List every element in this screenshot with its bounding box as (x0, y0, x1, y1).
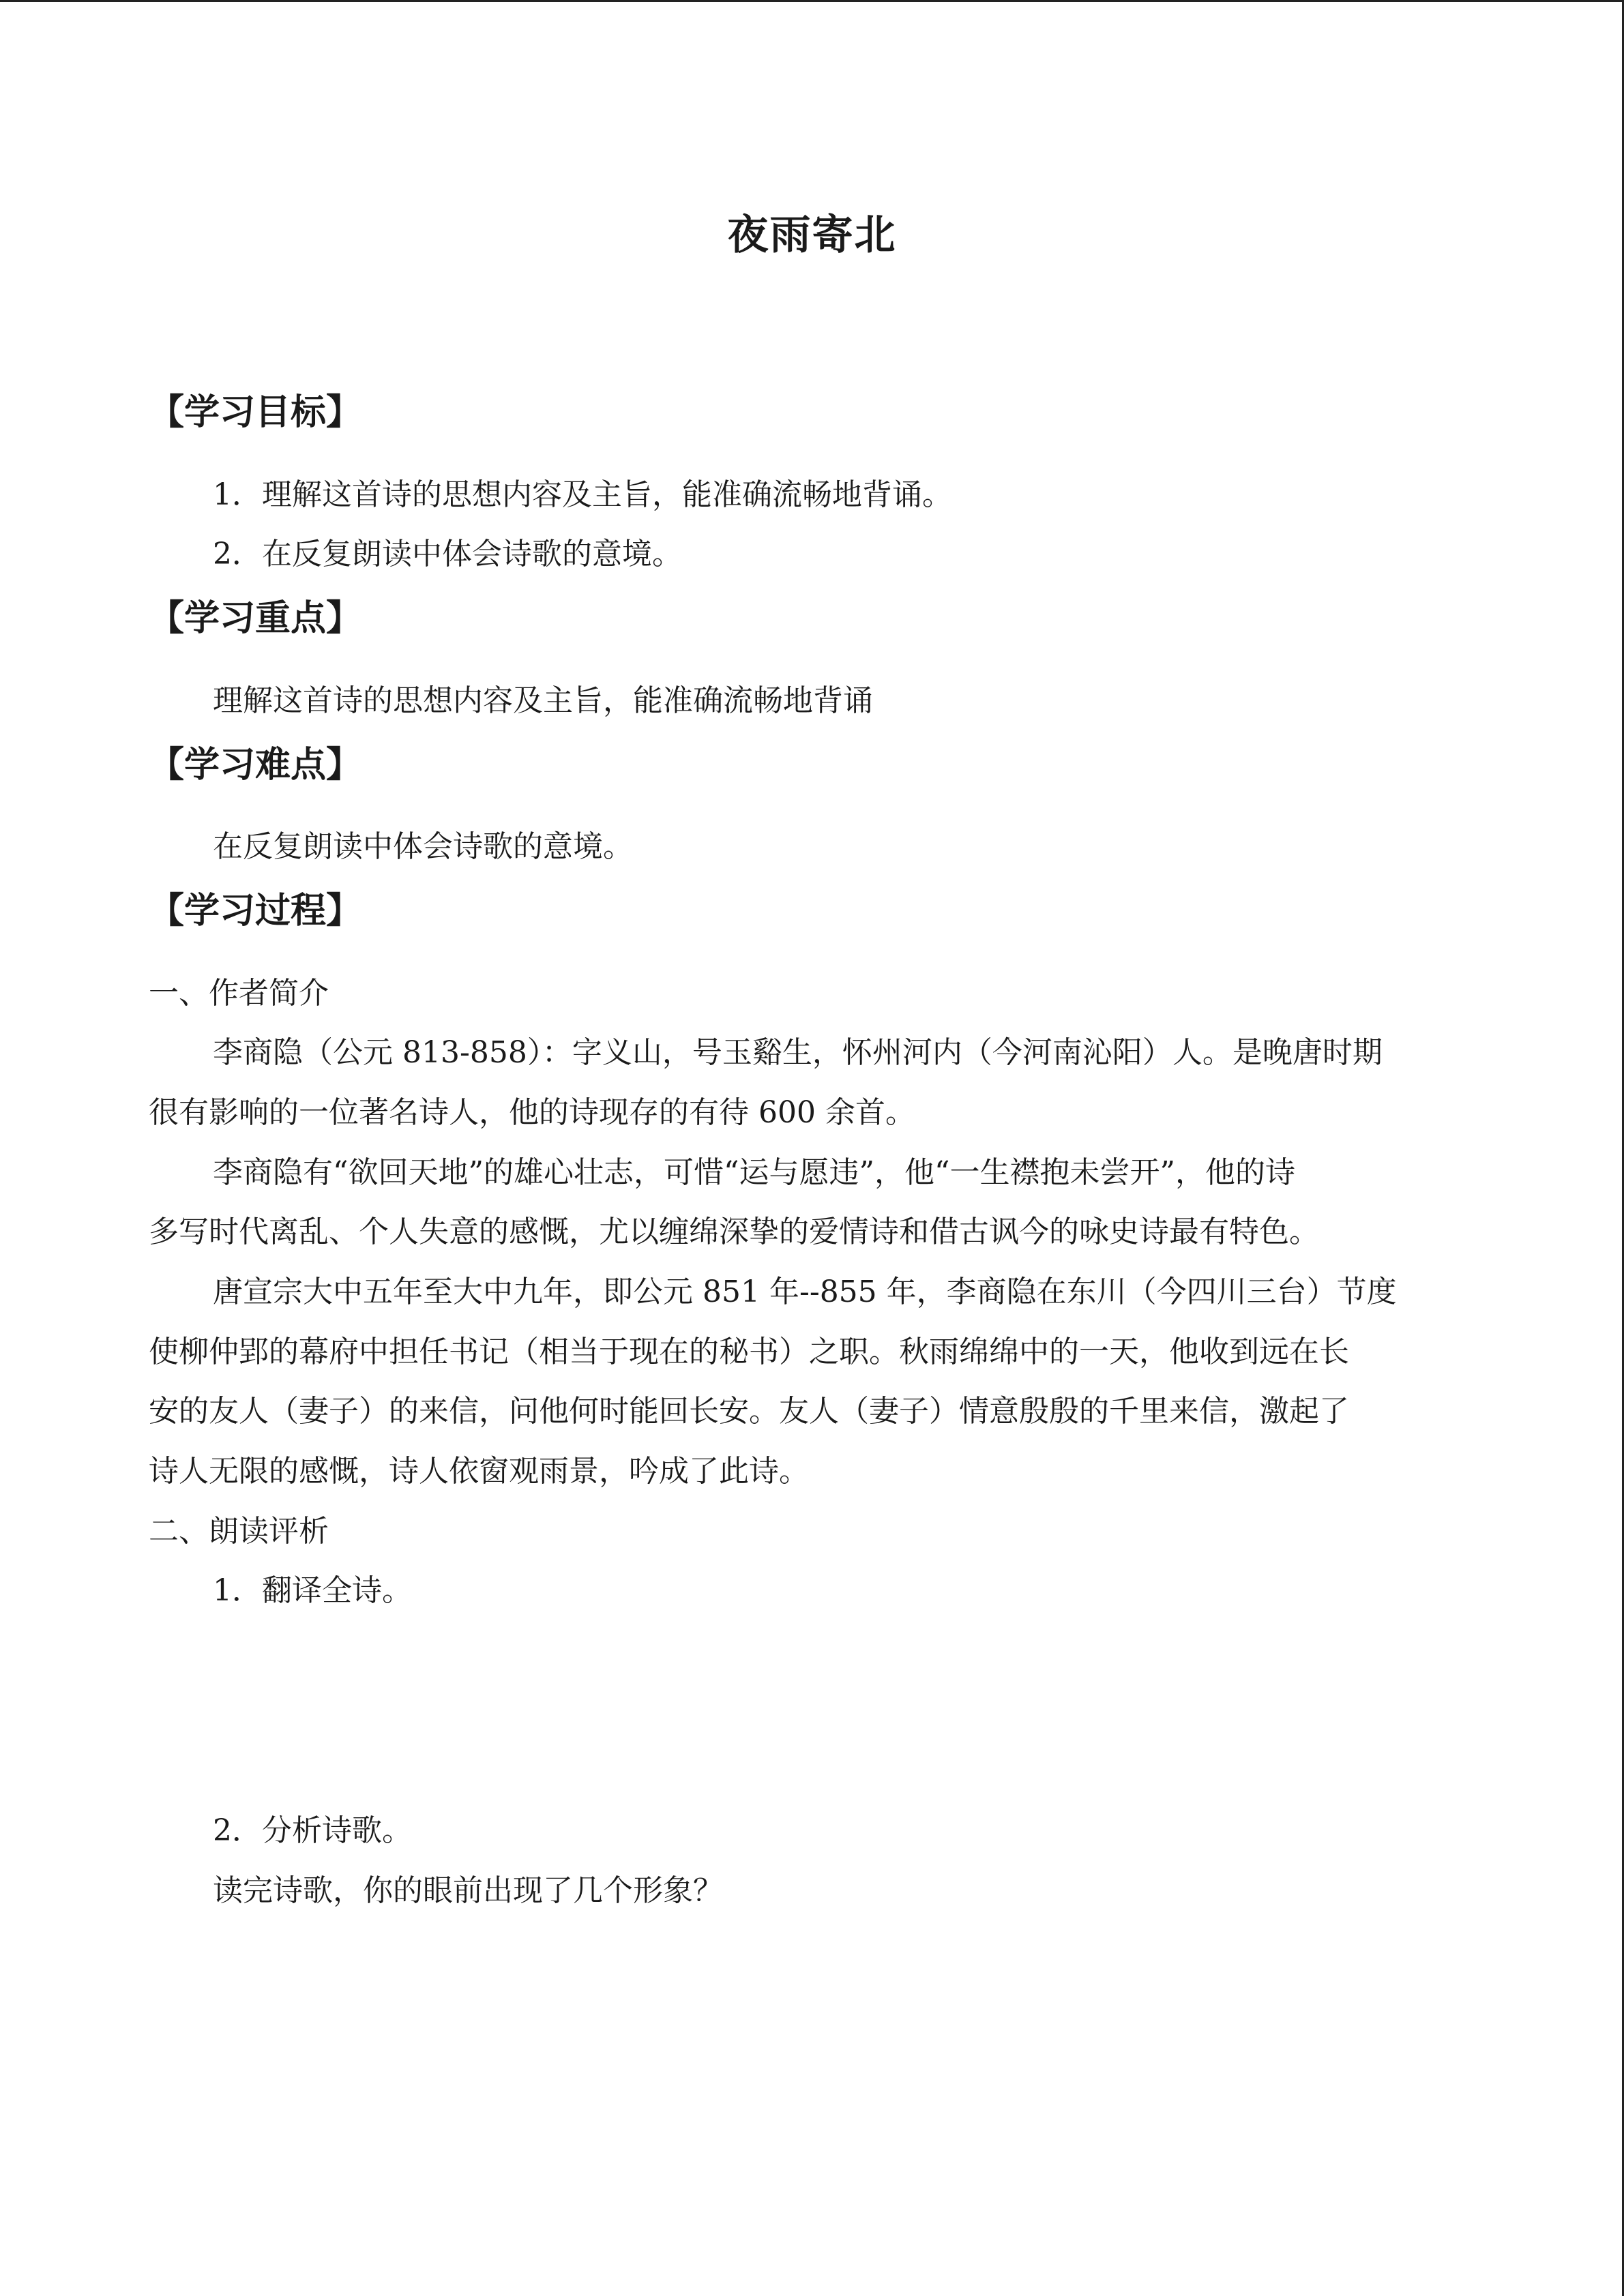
question-images: 读完诗歌，你的眼前出现了几个形象？ (213, 1873, 723, 1908)
author-para2-line2: 多写时代离乱、个人失意的感慨，尤以缠绵深挚的爱情诗和借古讽今的咏史诗最有特色。 (149, 1214, 1319, 1249)
author-para3-line3: 安的友人（妻子）的来信，问他何时能回长安。友人（妻子）情意殷殷的千里来信，激起了 (149, 1394, 1349, 1429)
difficulties-text: 在反复朗读中体会诗歌的意境。 (213, 829, 633, 864)
task-translate: 1．翻译全诗。 (213, 1573, 412, 1608)
document-title: 夜雨寄北 (727, 211, 897, 259)
author-para3-line1: 唐宣宗大中五年至大中九年，即公元 851 年--855 年，李商隐在东川（今四川三台）节度 (213, 1274, 1397, 1309)
section-author-intro-title: 一、作者简介 (149, 976, 329, 1011)
key-points-text: 理解这首诗的思想内容及主旨，能准确流畅地背诵 (213, 683, 873, 718)
section-reading-analysis-title: 二、朗读评析 (149, 1514, 329, 1549)
author-para3-line4: 诗人无限的感慨，诗人依窗观雨景，吟成了此诗。 (149, 1454, 809, 1489)
heading-difficulties: 【学习难点】 (149, 745, 362, 786)
heading-objectives: 【学习目标】 (149, 392, 362, 433)
task-analyze: 2．分析诗歌。 (213, 1813, 412, 1848)
author-para1-line1: 李商隐（公元 813-858）：字义山，号玉谿生，怀州河内（今河南沁阳）人。是晚唐时期 (213, 1035, 1383, 1070)
heading-process: 【学习过程】 (149, 891, 362, 931)
author-para3-line2: 使柳仲郢的幕府中担任书记（相当于现在的秘书）之职。秋雨绵绵中的一天，他收到远在长 (149, 1335, 1349, 1369)
heading-key-points: 【学习重点】 (149, 598, 362, 639)
author-para2-line1: 李商隐有“欲回天地”的雄心壮志，可惜“运与愿违”，他“一生襟抱未尝开”，他的诗 (213, 1155, 1295, 1190)
objective-item-1: 1．理解这首诗的思想内容及主旨，能准确流畅地背诵。 (213, 477, 952, 512)
objective-item-2: 2．在反复朗读中体会诗歌的意境。 (213, 537, 682, 571)
author-para1-line2: 很有影响的一位著名诗人，他的诗现存的有待 600 余首。 (149, 1095, 915, 1130)
